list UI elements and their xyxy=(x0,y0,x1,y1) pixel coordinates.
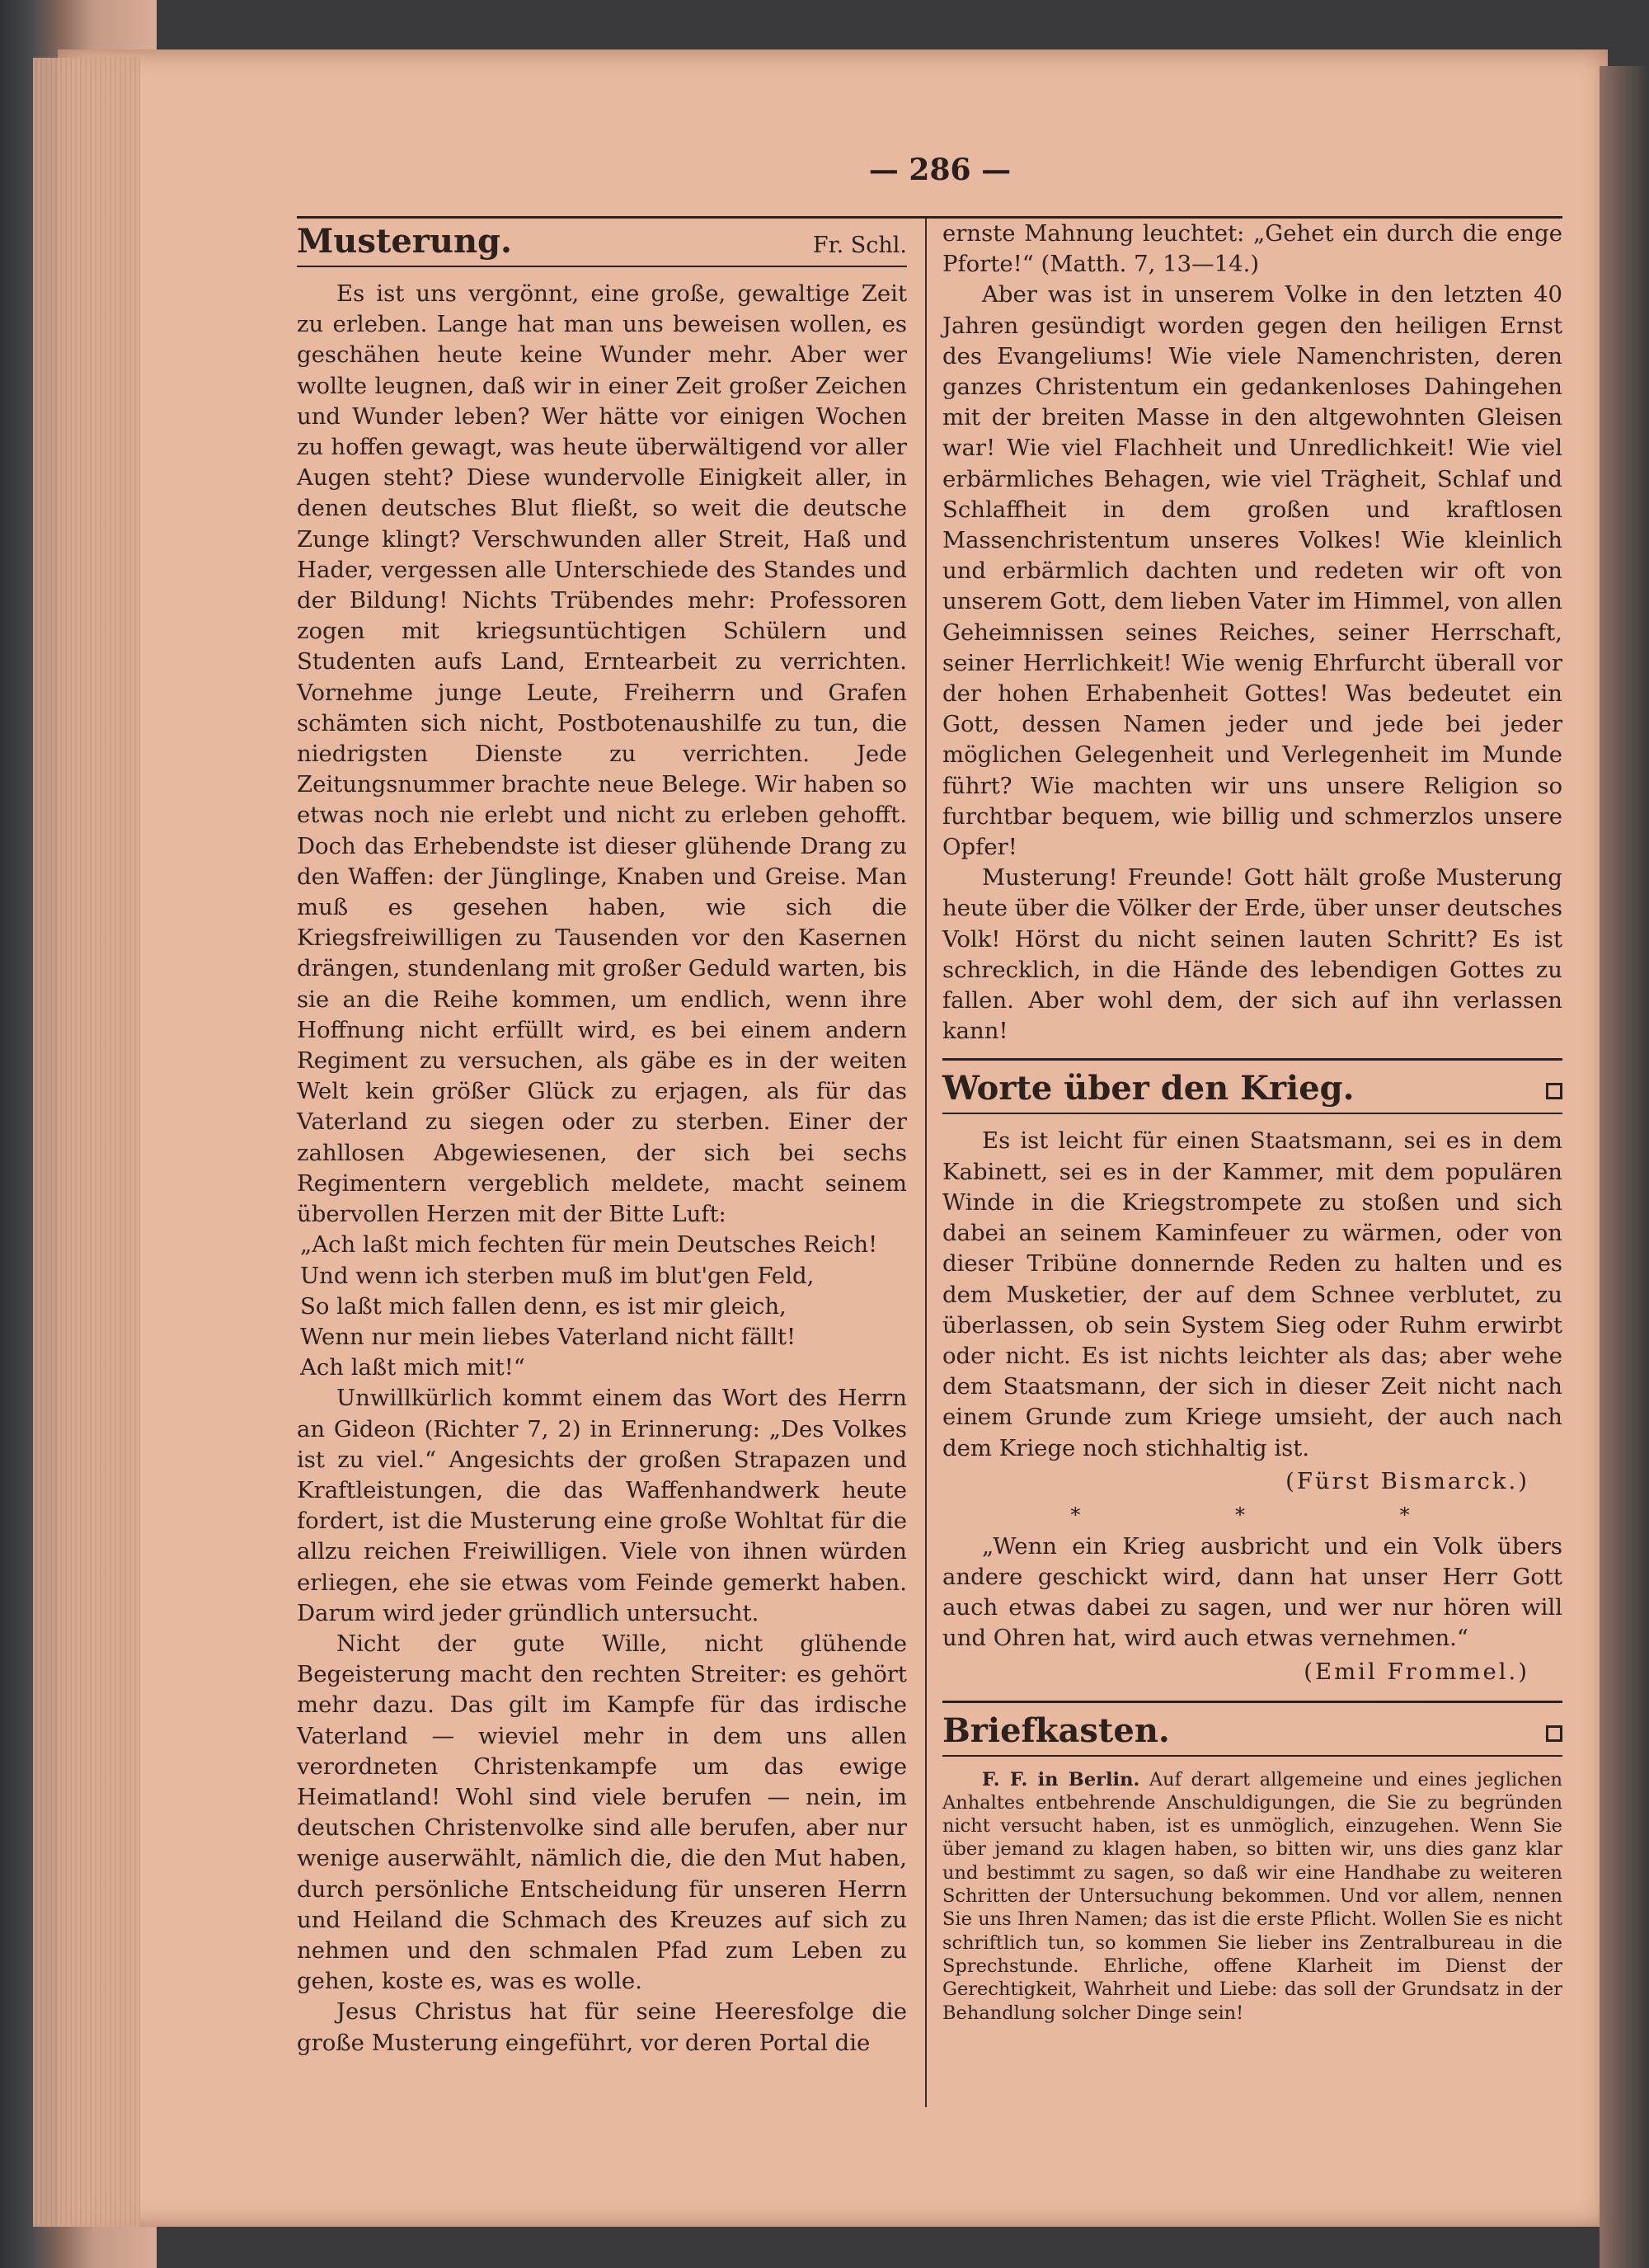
musterung-paragraph-1: Es ist uns vergönnt, eine große, gewaltige Zeit zu erleben. Lange hat man uns beweisen wollen, es geschähen heute keine Wunder mehr. Aber wer wollte leugnen, daß wir in einer Zeit großer Zeichen und Wunder leben? Wer hätte vor einigen Wochen zu hoffen gewagt, was heute überwältigend vor aller Augen steht? Diese wundervolle Einigkeit aller, in denen deutsches Blut fließt, so weit die deutsche Zunge klingt? Verschwunden aller Streit, Haß und Hader, vergessen alle Unterschiede des Standes und der Bildung! Nichts Trübendes mehr: Professoren zogen mit kriegsuntüchtigen Schülern und Studenten aufs Land, Erntearbeit zu verrichten. Vornehme junge Leute, Freiherrn und Grafen schämten sich nicht, Postbotenaushilfe zu tun, die niedrigsten Dienste zu verrichten. Jede Zeitungsnummer brachte neue Belege. Wir haben so etwas noch nie erlebt und nicht zu erleben gehofft. Doch das Erhebendste ist dieser glühende Drang zu den Waffen: der Jünglinge, Knaben und Greise. Man muß es gesehen haben, wie sich die Kriegsfreiwilligen zu Tausenden vor den Kasernen drängen, stundenlang mit großer Geduld warten, bis sie an die Reihe kommen, um endlich, wenn ihre Hoffnung nicht erfüllt wird, es bei einem andern Regiment zu versuchen, als gäbe es in der weiten Welt kein größer Glück zu erjagen, als für das Vaterland zu siegen oder zu sterben. Einer der zahllosen Abgewiesenen, der sich bei sechs Regimentern vergeblich meldete, macht seinem übervollen Herzen mit der Bitte Luft: xyxy=(297,280,907,1228)
section-rule xyxy=(942,1701,1562,1703)
section-rule xyxy=(942,1058,1562,1061)
facing-page-edge xyxy=(1600,66,1649,2268)
briefkasten-entry xyxy=(942,1768,1562,2025)
worte-heading xyxy=(942,1066,1562,1114)
briefkasten-heading xyxy=(942,1708,1562,1757)
worte-title: Worte über den Krieg. xyxy=(942,1069,1355,1108)
frommel-signature: (Emil Frommel.) xyxy=(1304,1658,1529,1685)
page-number: — 286 — xyxy=(868,153,1012,187)
musterung-paragraph-6: Aber was ist in unserem Volke in den letzten 40 Jahren gesündigt worden gegen den heiligen Ernst des Evangeliums! Wie viele Namenchristen, deren ganzes Christentum ein gedankenloses Dahingehen mit der breiten Masse in den altgewohnten Gleisen war! Wie viel Flachheit und Unredlichkeit! Wie viel erbärmliches Behagen, wie viel Trägheit, Schlaf und Schlaffheit in dem großen und kraftlosen Massenchristentum unseres Volkes! Wie kleinlich und erbärmlich dachten und redeten wir oft von unserem Gott, dem lieben Vater im Himmel, von allen Geheimnissen seines Reiches, seiner Herrschaft, seiner Herrlichkeit! Wie wenig Ehrfurcht überall vor der hohen Erhabenheit Gottes! Was bedeutet ein Gott, dessen Namen jeder und jede bei jeder möglichen Gelegenheit und Verlegenheit im Munde führt? Wie machten wir uns unsere Religion so furchtbar bequem, wie billig und schmerzlos unsere Opfer! xyxy=(942,281,1562,861)
frommel-quote: „Wenn ein Krieg ausbricht und ein Volk übers andere geschickt wird, dann hat unser Herr Gott auch etwas dabei zu sagen, und wer nur hören will und Ohren hat, wird auch etwas vernehmen.“ xyxy=(942,1532,1562,1652)
musterung-title: Musterung. xyxy=(297,222,512,261)
poem xyxy=(297,1230,907,1383)
asterism: * * * xyxy=(1070,1503,1484,1527)
square-ornament-icon xyxy=(1546,1725,1562,1742)
poem-line: „Ach laßt mich fechten für mein Deutsches Reich! xyxy=(300,1231,878,1259)
briefkasten-title: Briefkasten. xyxy=(942,1710,1170,1750)
musterung-paragraph-3: Nicht der gute Wille, nicht glühende Begeisterung macht den rechten Streiter: es gehört mehr dazu. Das gilt im Kampfe für das irdische Vaterland — wieviel mehr in dem uns allen verordneten Christenkampfe um das ewige Heimatland! Wohl sind viele berufen — nein, im deutschen Christenvolke sind alle berufen, aber nur wenige auserwählt, nämlich die, die den Mut haben, durch persönliche Entscheidung für unseren Herrn und Heiland die Schmach des Kreuzes auf sich zu nehmen und den schmalen Pfad zum Leben zu gehen, koste es, was es wolle. xyxy=(297,1630,907,1995)
briefkasten-addressee: F. F. in Berlin. xyxy=(982,1768,1140,1790)
musterung-paragraph-5: ernste Mahnung leuchtet: „Gehet ein durch die enge Pforte!“ (Matth. 7, 13—14.) xyxy=(942,220,1562,278)
musterung-heading xyxy=(297,219,907,267)
poem-line: Wenn nur mein liebes Vaterland nicht fällt! xyxy=(300,1323,796,1350)
right-column xyxy=(942,219,1562,2025)
musterung-paragraph-2: Unwillkürlich kommt einem das Wort des Herrn an Gideon (Richter 7, 2) in Erinnerung: „Des Volkes ist zu viel.“ Angesichts der großen Strapazen und Kraftleistungen, die das Waffenhandwerk heute fordert, ist die Musterung eine große Wohltat für die allzu reichen Freiwilligen. Viele von ihnen würden erliegen, ehe sie etwas vom Feinde gemerkt haben. Darum wird jeder gründlich untersucht. xyxy=(297,1385,907,1626)
bismarck-quote: Es ist leicht für einen Staatsmann, sei es in dem Kabinett, sei es in der Kammer, mit dem populären Winde in die Kriegstrompete zu stoßen und sich dabei an seinem Kaminfeuer zu wärmen, oder von dieser Tribüne donnernde Reden zu halten und es dem Musketier, der auf dem Schnee verblutet, zu überlassen, ob sein System Sieg oder Ruhm erwirbt oder nicht. Es ist nichts leichter als das; aber wehe dem Staatsmann, der sich in dieser Zeit nicht nach einem Grunde zum Kriege umsieht, der auch nach dem Kriege noch stichhaltig ist. xyxy=(942,1127,1562,1461)
square-ornament-icon xyxy=(1546,1083,1562,1099)
poem-line: So laßt mich fallen denn, es ist mir gleich, xyxy=(300,1292,787,1320)
briefkasten-text: Auf derart allgemeine und eines jeglichen Anhaltes entbehrende Anschuldigungen, die Sie zu begründen nicht versucht haben, ist es unmöglich, einzugehen. Wenn Sie über jemand zu klagen haben, so bitten wir, uns dies ganz klar und bestimmt zu sagen, so daß wir eine Handhabe zu weiteren Schritten der Untersuchung bekommen. Und vor allem, nennen Sie uns Ihren Namen; das ist die erste Pflicht. Wollen Sie es nicht schriftlich tun, so kommen Sie lieber ins Zentralbureau in die Sprechstunde. Ehrliche, offene Klarheit im Dienst der Gerechtigkeit, Wahrheit und Liebe: das soll der Grundsatz in der Behandlung solcher Dinge sein! xyxy=(942,1768,1562,2024)
musterung-paragraph-7: Musterung! Freunde! Gott hält große Musterung heute über die Völker der Erde, über unser deutsches Volk! Hörst du nicht seinen lauten Schritt? Es ist schrecklich, in die Hände des lebendigen Gottes zu fallen. Aber wohl dem, der sich auf ihn verlassen kann! xyxy=(942,864,1562,1045)
page-stack xyxy=(33,58,140,2227)
poem-line: Ach laßt mich mit!“ xyxy=(300,1354,525,1381)
musterung-paragraph-4: Jesus Christus hat für seine Heeresfolge die große Musterung eingeführt, vor deren Portal die xyxy=(297,1998,907,2056)
bismarck-signature: (Fürst Bismarck.) xyxy=(1285,1467,1529,1494)
musterung-author: Fr. Schl. xyxy=(812,233,907,258)
left-column xyxy=(297,219,907,2059)
column-divider xyxy=(925,219,927,2107)
poem-line: Und wenn ich sterben muß im blut'gen Feld, xyxy=(300,1262,815,1289)
